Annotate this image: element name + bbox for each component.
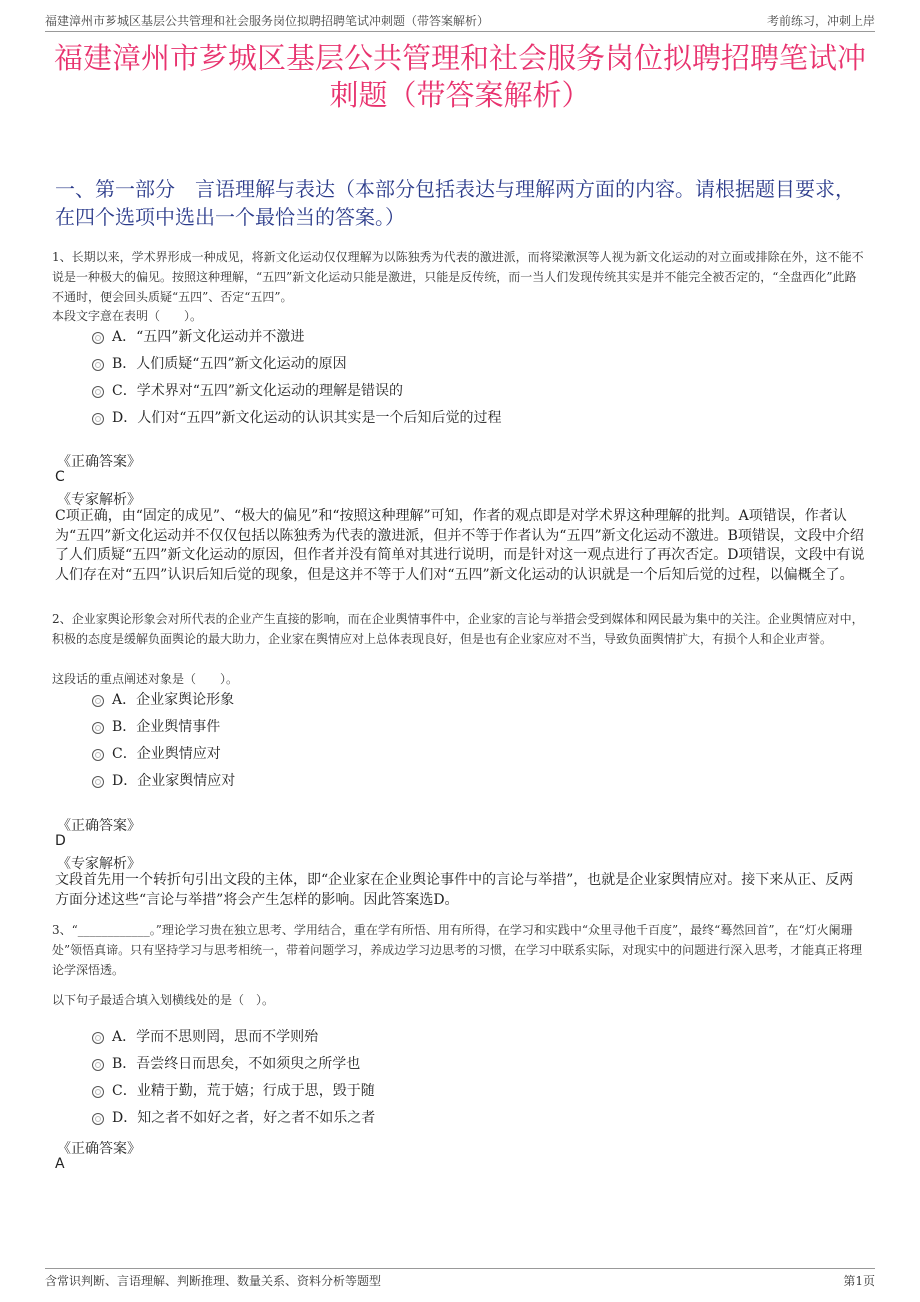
radio-icon[interactable] [92, 776, 104, 788]
radio-icon[interactable] [92, 749, 104, 761]
option-b[interactable] [92, 717, 220, 737]
question-text: 1、长期以来，学术界形成一种成见，将新文化运动仅仅理解为以陈独秀为代表的激进派，而将梁漱溟等人视为新文化运动的对立面或排除在外，这不能不说是一种极大的偏见。按照这种理解，“五四”新文化运动只能是激进，只能是反传统，而一当人们发现传统其实是并不能完全被否定的，“全盘西化”此路不通时，便会回头质疑“五四”、否定“五四”。 [52, 250, 864, 304]
radio-icon[interactable] [92, 332, 104, 344]
answer-value: C [55, 469, 65, 485]
radio-icon[interactable] [92, 359, 104, 371]
option-label: A．企业家舆论形象 [112, 692, 235, 708]
radio-icon[interactable] [92, 1059, 104, 1071]
option-label: A．学而不思则罔，思而不学则殆 [112, 1029, 319, 1045]
radio-icon[interactable] [92, 1086, 104, 1098]
option-c[interactable] [92, 381, 403, 401]
answer-label: 《正确答案》 [57, 818, 141, 834]
question-stem: 本段文字意在表明（ ）。 [52, 309, 203, 323]
option-c[interactable] [92, 1081, 375, 1101]
question-text: 3、“____________。”理论学习贵在独立思考、学用结合，重在学有所悟、用有所得，在学习和实践中“众里寻他千百度”，最终“蓦然回首”，在“灯火阑珊处”领悟真谛。只有坚持学习与思考相统一，带着问题学习，养成边学习边思考的习惯，在学习中联系实际，对现实中的问题进行深入思考，才能真正将理论学深悟透。 [52, 923, 863, 977]
option-label: B．企业舆情事件 [112, 719, 221, 735]
question-stem: 这段话的重点阐述对象是（ ）。 [52, 672, 239, 686]
answer-label: 《正确答案》 [57, 454, 141, 470]
page-number: 第1页 [843, 1274, 875, 1288]
option-label: D．企业家舆情应对 [112, 773, 236, 789]
option-label: B．人们质疑“五四”新文化运动的原因 [112, 356, 347, 372]
header-slogan: 考前练习，冲刺上岸 [766, 14, 875, 28]
radio-icon[interactable] [92, 413, 104, 425]
radio-icon[interactable] [92, 695, 104, 707]
analysis-text: C项正确，由“固定的成见”、“极大的偏见”和“按照这种理解”可知，作者的观点即是对学术界这种理解的批判。A项错误，作者认为“五四”新文化运动并不仅仅包括以陈独秀为代表的激进派，但并不等于作者认为“五四”新文化运动不激进。B项错误，文段中介绍了人们质疑“五四”新文化运动的原因，但作者并没有简单对其进行说明，而是针对这一观点进行了再次否定。D项错误，文段中有说人们存在对“五四”认识后知后觉的现象，但是这并不等于人们对“五四”新文化运动的认识就是一个后知后觉的过程，以偏概全了。 [55, 508, 865, 583]
option-label: C．业精于勤，荒于嬉；行成于思，毁于随 [112, 1083, 375, 1099]
section-heading: 一、第一部分 言语理解与表达（本部分包括表达与理解两方面的内容。请根据题目要求，在四个选项中选出一个最恰当的答案。） [55, 177, 855, 229]
radio-icon[interactable] [92, 1113, 104, 1125]
option-label: C．学术界对“五四”新文化运动的理解是错误的 [112, 383, 404, 399]
header-divider [45, 31, 875, 32]
radio-icon[interactable] [92, 1032, 104, 1044]
option-a[interactable] [92, 1027, 318, 1047]
document-title: 福建漳州市芗城区基层公共管理和社会服务岗位拟聘招聘笔试冲刺题（带答案解析） [53, 41, 866, 112]
radio-icon[interactable] [92, 722, 104, 734]
question-text: 2、企业家舆论形象会对所代表的企业产生直接的影响，而在企业舆情事件中，企业家的言论与举措会受到媒体和网民最为集中的关注。企业舆情应对中，积极的态度是缓解负面舆论的最大助力，企业家在舆情应对上总体表现良好，但是也有企业家应对不当，导致负面舆情扩大，有损个人和企业声誉。 [52, 612, 864, 646]
answer-label: 《正确答案》 [57, 1141, 141, 1157]
radio-icon[interactable] [92, 386, 104, 398]
answer-value: A [55, 1156, 65, 1172]
option-d[interactable] [92, 408, 502, 428]
option-a[interactable] [92, 327, 304, 347]
question-stem: 以下句子最适合填入划横线处的是（ ）。 [52, 993, 275, 1007]
option-b[interactable] [92, 1054, 360, 1074]
option-label: A．“五四”新文化运动并不激进 [112, 329, 305, 345]
option-c[interactable] [92, 744, 221, 764]
analysis-label: 《专家解析》 [57, 856, 141, 872]
option-label: B．吾尝终日而思矣，不如须臾之所学也 [112, 1056, 361, 1072]
option-label: D．知之者不如好之者，好之者不如乐之者 [112, 1110, 376, 1126]
option-d[interactable] [92, 1108, 375, 1128]
option-a[interactable] [92, 690, 234, 710]
analysis-text: 文段首先用一个转折句引出文段的主体，即“企业家在企业舆论事件中的言论与举措”，也就是企业家舆情应对。接下来从正、反两方面分述这些“言论与举措”将会产生怎样的影响。因此答案选D。 [55, 872, 854, 908]
answer-value: D [55, 833, 66, 849]
option-d[interactable] [92, 771, 235, 791]
option-label: D．人们对“五四”新文化运动的认识其实是一个后知后觉的过程 [112, 410, 502, 426]
header-title: 福建漳州市芗城区基层公共管理和社会服务岗位拟聘招聘笔试冲刺题（带答案解析） [45, 14, 490, 28]
footer-description: 含常识判断、言语理解、判断推理、数量关系、资料分析等题型 [45, 1274, 382, 1288]
analysis-label: 《专家解析》 [57, 492, 141, 508]
option-b[interactable] [92, 354, 347, 374]
option-label: C．企业舆情应对 [112, 746, 221, 762]
footer-divider [45, 1268, 875, 1269]
